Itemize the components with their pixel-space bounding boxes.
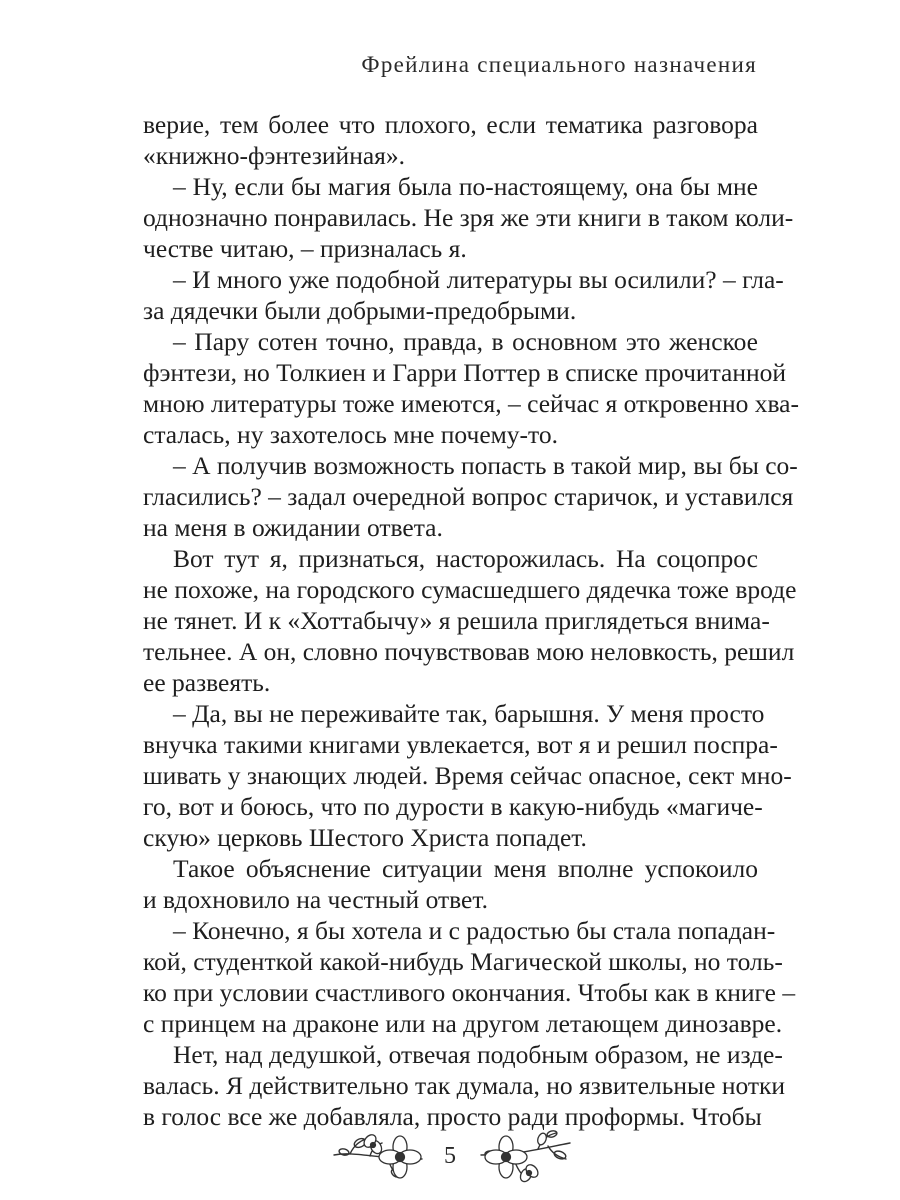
text-line: – Конечно, я бы хотела и с радостью бы стала попадан- xyxy=(173,916,776,945)
text-line: и вдохновило на честный ответ. xyxy=(143,885,488,914)
text-line: верие, тем более что плохого, если тематика разговора xyxy=(143,110,758,139)
text-line: фэнтези, но Толкиен и Гарри Поттер в списке прочитанной xyxy=(143,358,787,387)
floral-ornament-right-icon xyxy=(478,1125,573,1187)
text-line: тельнее. А он, словно почувствовав мою неловкость, решил xyxy=(143,637,795,666)
page-footer xyxy=(0,1125,900,1195)
text-line: сталась, ну захотелось мне почему-то. xyxy=(143,420,558,449)
text-line: гласились? – задал очередной вопрос старичок, и уставился xyxy=(143,482,794,511)
text-line: не тянет. И к «Хоттабычу» я решила приглядеться внима- xyxy=(143,606,770,635)
text-line: за дядечки были добрыми-предобрыми. xyxy=(143,296,577,325)
text-line: с принцем на драконе или на другом летающем динозавре. xyxy=(143,1009,783,1038)
text-line: Вот тут я, признаться, насторожилась. На соцопрос xyxy=(173,544,758,573)
text-line: на меня в ожидании ответа. xyxy=(143,513,443,542)
text-line: – Пару сотен точно, правда, в основном это женское xyxy=(173,327,758,356)
text-line: в голос все же добавляла, просто ради проформы. Чтобы xyxy=(143,1102,762,1131)
page-number: 5 xyxy=(444,1143,456,1169)
body-text xyxy=(143,109,799,1132)
text-line: скую» церковь Шестого Христа попадет. xyxy=(143,823,587,852)
text-line: валась. Я действительно так думала, но язвительные нотки xyxy=(143,1071,786,1100)
running-head: Фрейлина специального назначения xyxy=(361,52,757,77)
text-line: шивать у знающих людей. Время сейчас опасное, сект мно- xyxy=(143,761,792,790)
floral-ornament-left-icon xyxy=(330,1125,425,1187)
text-line: не похоже, на городского сумасшедшего дядечка тоже вроде xyxy=(143,575,797,604)
text-line: «книжно-фэнтезийная». xyxy=(143,141,406,170)
text-line: – Ну, если бы магия была по-настоящему, она бы мне xyxy=(173,172,758,201)
text-line: мною литературы тоже имеются, – сейчас я откровенно хва- xyxy=(143,389,799,418)
text-line: – А получив возможность попасть в такой мир, вы бы со- xyxy=(173,451,798,480)
text-line: Нет, над дедушкой, отвечая подобным образом, не изде- xyxy=(173,1040,783,1069)
text-line: го, вот и боюсь, что по дурости в какую-нибудь «магиче- xyxy=(143,792,763,821)
text-line: – Да, вы не переживайте так, барышня. У меня просто xyxy=(173,699,765,728)
text-line: внучка такими книгами увлекается, вот я и решил поспра- xyxy=(143,730,778,759)
text-line: ее развеять. xyxy=(143,668,271,697)
text-line: ко при условии счастливого окончания. Чтобы как в книге – xyxy=(143,978,796,1007)
text-line: кой, студенткой какой-нибудь Магической школы, но толь- xyxy=(143,947,783,976)
text-line: честве читаю, – призналась я. xyxy=(143,234,467,263)
text-line: однозначно понравилась. Не зря же эти книги в таком коли- xyxy=(143,203,794,232)
text-line: – И много уже подобной литературы вы осилили? – гла- xyxy=(173,265,784,294)
text-line: Такое объяснение ситуации меня вполне успокоило xyxy=(173,854,758,883)
